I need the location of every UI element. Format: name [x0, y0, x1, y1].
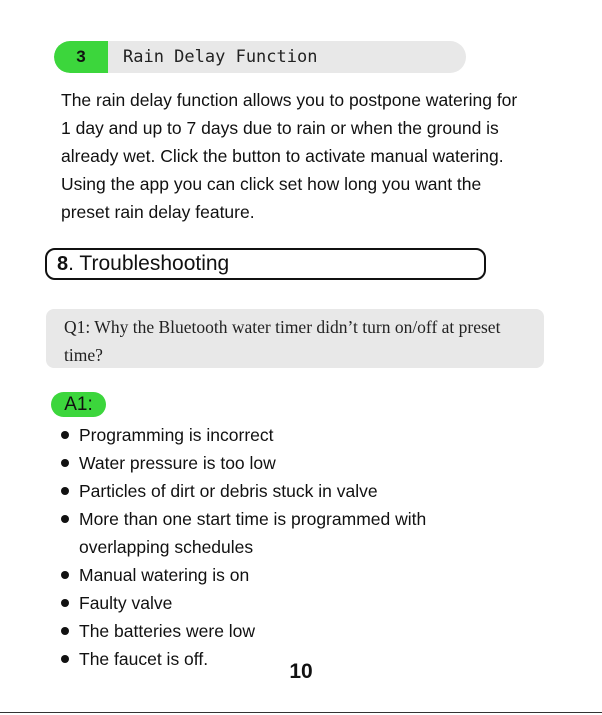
- list-item-text: Water pressure is too low: [79, 453, 276, 473]
- list-item: [61, 505, 501, 561]
- troubleshooting-heading: [45, 248, 486, 280]
- list-item: [61, 421, 501, 449]
- troubleshooting-number: 8: [57, 252, 69, 275]
- bottom-divider: [0, 712, 602, 713]
- list-item: [61, 561, 501, 589]
- bullet-icon: [61, 515, 69, 523]
- list-item: [61, 449, 501, 477]
- bullet-icon: [61, 571, 69, 579]
- list-item-text: More than one start time is programmed with overlapping schedules: [79, 509, 427, 557]
- answer-label: A1:: [51, 392, 106, 417]
- rain-delay-paragraph: The rain delay function allows you to postpone watering for 1 day and up to 7 days due to rain or when the ground is already wet. Click the button to activate manual watering. Using the app you can click set how long you want the preset rain delay feature.: [61, 90, 518, 222]
- list-item-text: The faucet is off.: [79, 649, 209, 669]
- bullet-icon: [61, 431, 69, 439]
- list-item-text: Particles of dirt or debris stuck in valve: [79, 481, 378, 501]
- bullet-icon: [61, 627, 69, 635]
- list-item-text: Programming is incorrect: [79, 425, 274, 445]
- bullet-icon: [61, 459, 69, 467]
- answer-list: [61, 421, 501, 673]
- page-number: 10: [289, 660, 313, 683]
- section-title: Rain Delay Function: [123, 47, 318, 67]
- bullet-icon: [61, 599, 69, 607]
- section-header: [54, 41, 466, 73]
- troubleshooting-title: . Troubleshooting: [68, 252, 230, 275]
- list-item: [61, 477, 501, 505]
- bullet-icon: [61, 487, 69, 495]
- question-box: Q1: Why the Bluetooth water timer didn’t turn on/off at preset time?: [46, 309, 544, 368]
- list-item-text: The batteries were low: [79, 621, 256, 641]
- section-number: 3: [54, 41, 108, 73]
- list-item-text: Faulty valve: [79, 593, 173, 613]
- list-item: [61, 589, 501, 617]
- list-item-text: Manual watering is on: [79, 565, 250, 585]
- list-item: [61, 617, 501, 645]
